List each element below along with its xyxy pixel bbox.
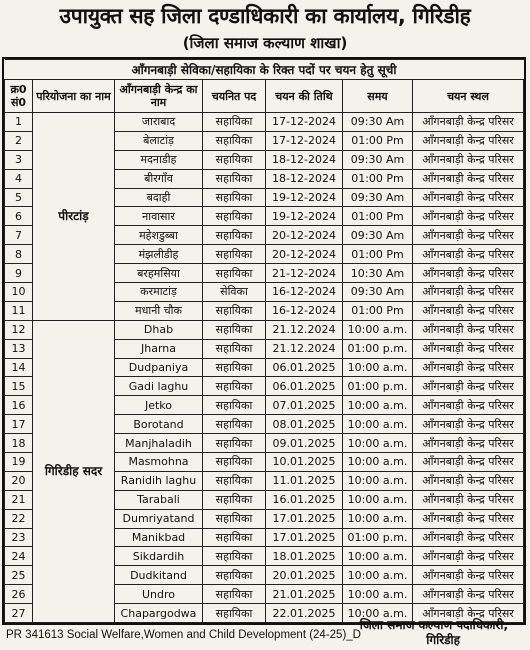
footer [0,585,530,650]
cell-centre: Sikdardih [115,547,203,566]
cell-date: 16-12-2024 [266,283,343,302]
cell-sno: 10 [5,283,33,302]
cell-centre: बरहमसिया [115,264,203,283]
cell-date: 21.12.2024 [266,339,343,358]
cell-date: 19-12-2024 [266,188,343,207]
cell-post: सहायिका [203,396,266,415]
header-time: समय [343,80,413,113]
cell-sno: 22 [5,509,33,528]
cell-post: सहायिका [203,226,266,245]
cell-post: सहायिका [203,131,266,150]
cell-venue: आँगनबाड़ी केन्द्र परिसर [413,509,524,528]
cell-centre: Tarabali [115,490,203,509]
cell-sno: 13 [5,339,33,358]
cell-centre: मधानी चौक [115,301,203,320]
table-row [5,113,524,132]
cell-sno: 4 [5,169,33,188]
cell-date: 10.01.2025 [266,453,343,472]
cell-post: सहायिका [203,188,266,207]
cell-time: 10:00 a.m. [343,396,413,415]
cell-venue: आँगनबाड़ी केन्द्र परिसर [413,528,524,547]
cell-date: 17.01.2025 [266,528,343,547]
cell-sno: 3 [5,150,33,169]
cell-venue: आँगनबाड़ी केन्द्र परिसर [413,434,524,453]
cell-venue: आँगनबाड़ी केन्द्र परिसर [413,169,524,188]
cell-sno: 23 [5,528,33,547]
cell-venue: आँगनबाड़ी केन्द्र परिसर [413,604,524,623]
cell-centre: Manjhaladih [115,434,203,453]
cell-post: सहायिका [203,377,266,396]
cell-centre: मदनाडीह [115,150,203,169]
cell-time: 10:00 a.m. [343,471,413,490]
cell-date: 11.01.2025 [266,471,343,490]
cell-centre: बीरगाँव [115,169,203,188]
cell-venue: आँगनबाड़ी केन्द्र परिसर [413,358,524,377]
cell-venue: आँगनबाड़ी केन्द्र परिसर [413,245,524,264]
cell-venue: आँगनबाड़ी केन्द्र परिसर [413,415,524,434]
cell-venue: आँगनबाड़ी केन्द्र परिसर [413,339,524,358]
cell-post: सहायिका [203,585,266,604]
cell-centre: करमाटांड़ [115,283,203,302]
cell-centre: Dhab [115,320,203,339]
cell-date: 18-12-2024 [266,150,343,169]
table-caption: आँगनबाड़ी सेविका/सहायिका के रिक्त पदों पर चयन हेतु सूची [5,60,524,80]
cell-centre: बेलाटांड़ [115,131,203,150]
cell-time: 10:00 a.m. [343,358,413,377]
cell-time: 09:30 Am [343,150,413,169]
cell-post: सहायिका [203,339,266,358]
header-sno: क्र0 सं0 [5,80,33,113]
cell-date: 21-12-2024 [266,264,343,283]
cell-time: 10:00 a.m. [343,434,413,453]
cell-time: 10:00 a.m. [343,509,413,528]
signature-place: गिरिडीह [426,633,460,647]
cell-venue: आँगनबाड़ी केन्द्र परिसर [413,283,524,302]
cell-date: 06.01.2025 [266,377,343,396]
cell-post: सहायिका [203,509,266,528]
cell-project: पीरटांड़ [33,113,115,321]
cell-date: 21.12.2024 [266,320,343,339]
header-post: चयनित पद [203,80,266,113]
cell-time: 10:00 a.m. [343,415,413,434]
cell-time: 01:00 p.m. [343,377,413,396]
cell-sno: 25 [5,566,33,585]
cell-sno: 7 [5,226,33,245]
cell-time: 10:00 a.m. [343,585,413,604]
cell-centre: Undro [115,585,203,604]
cell-post: सहायिका [203,245,266,264]
cell-time: 01:00 Pm [343,169,413,188]
cell-date: 17.01.2025 [266,509,343,528]
cell-date: 16-12-2024 [266,301,343,320]
cell-centre: Dudpaniya [115,358,203,377]
cell-venue: आँगनबाड़ी केन्द्र परिसर [413,566,524,585]
cell-time: 10:00 a.m. [343,490,413,509]
cell-centre: बदाही [115,188,203,207]
cell-date: 22.01.2025 [266,604,343,623]
cell-post: सहायिका [203,434,266,453]
cell-post: सहायिका [203,547,266,566]
cell-venue: आँगनबाड़ी केन्द्र परिसर [413,396,524,415]
cell-date: 19-12-2024 [266,207,343,226]
cell-sno: 20 [5,471,33,490]
cell-venue: आँगनबाड़ी केन्द्र परिसर [413,113,524,132]
cell-venue: आँगनबाड़ी केन्द्र परिसर [413,585,524,604]
cell-post: सहायिका [203,566,266,585]
header-venue: चयन स्थल [413,80,524,113]
cell-sno: 27 [5,604,33,623]
cell-time: 01:00 Pm [343,245,413,264]
cell-time: 01:00 p.m. [343,339,413,358]
cell-sno: 1 [5,113,33,132]
cell-centre: Jharna [115,339,203,358]
cell-venue: आँगनबाड़ी केन्द्र परिसर [413,471,524,490]
header-centre: आँगनबाड़ी केन्द्र का नाम [115,80,203,113]
cell-project: गिरिडीह सदर [33,320,115,622]
cell-sno: 2 [5,131,33,150]
cell-post: सहायिका [203,528,266,547]
cell-sno: 16 [5,396,33,415]
cell-sno: 21 [5,490,33,509]
office-title: उपायुक्त सह जिला दण्डाधिकारी का कार्यालय, गिरिडीह [59,4,471,28]
cell-centre: जाराबाद [115,113,203,132]
cell-post: सहायिका [203,358,266,377]
cell-centre: नावासार [115,207,203,226]
cell-venue: आँगनबाड़ी केन्द्र परिसर [413,490,524,509]
signature-designation: जिला समाज कल्याण पदाधिकारी, [359,618,508,632]
cell-sno: 11 [5,301,33,320]
cell-centre: Gadi laghu [115,377,203,396]
cell-centre: Manikbad [115,528,203,547]
cell-venue: आँगनबाड़ी केन्द्र परिसर [413,264,524,283]
cell-sno: 5 [5,188,33,207]
cell-date: 06.01.2025 [266,358,343,377]
cell-time: 01:00 p.m. [343,528,413,547]
cell-date: 20-12-2024 [266,245,343,264]
cell-post: सहायिका [203,264,266,283]
cell-date: 08.01.2025 [266,415,343,434]
cell-sno: 9 [5,264,33,283]
cell-date: 21.01.2025 [266,585,343,604]
cell-time: 09:30 Am [343,113,413,132]
cell-venue: आँगनबाड़ी केन्द्र परिसर [413,301,524,320]
cell-post: सहायिका [203,453,266,472]
cell-sno: 26 [5,585,33,604]
cell-date: 17-12-2024 [266,113,343,132]
cell-centre: Jetko [115,396,203,415]
cell-date: 09.01.2025 [266,434,343,453]
cell-time: 10:30 Am [343,264,413,283]
cell-sno: 8 [5,245,33,264]
cell-post: सहायिका [203,113,266,132]
cell-centre: Ranidih laghu [115,471,203,490]
cell-sno: 14 [5,358,33,377]
cell-time: 10:00 a.m. [343,320,413,339]
cell-time: 01:00 Pm [343,207,413,226]
cell-venue: आँगनबाड़ी केन्द्र परिसर [413,453,524,472]
cell-sno: 19 [5,453,33,472]
cell-time: 09:30 Am [343,226,413,245]
cell-sno: 18 [5,434,33,453]
cell-date: 16.01.2025 [266,490,343,509]
cell-venue: आँगनबाड़ी केन्द्र परिसर [413,320,524,339]
cell-post: सहायिका [203,320,266,339]
cell-venue: आँगनबाड़ी केन्द्र परिसर [413,188,524,207]
cell-venue: आँगनबाड़ी केन्द्र परिसर [413,150,524,169]
cell-date: 18.01.2025 [266,547,343,566]
cell-post: सहायिका [203,207,266,226]
cell-post: सेविका [203,283,266,302]
cell-centre: महेशडुब्बा [115,226,203,245]
cell-centre: Chapargodwa [115,604,203,623]
cell-time: 10:00 a.m. [343,453,413,472]
cell-time: 01:00 Pm [343,301,413,320]
table-row [5,320,524,339]
cell-time: 10:00 a.m. [343,604,413,623]
cell-venue: आँगनबाड़ी केन्द्र परिसर [413,131,524,150]
cell-sno: 24 [5,547,33,566]
cell-post: सहायिका [203,604,266,623]
pr-number: PR 341613 Social Welfare,Women and Child Development (24-25)_D [6,629,361,641]
cell-time: 09:30 Am [343,283,413,302]
cell-date: 07.01.2025 [266,396,343,415]
cell-post: सहायिका [203,150,266,169]
cell-time: 10:00 a.m. [343,566,413,585]
cell-post: सहायिका [203,169,266,188]
cell-post: सहायिका [203,415,266,434]
cell-centre: Dudkitand [115,566,203,585]
office-subtitle: (जिला समाज कल्याण शाखा) [182,34,348,52]
cell-sno: 15 [5,377,33,396]
cell-centre: Dumriyatand [115,509,203,528]
cell-time: 09:30 Am [343,188,413,207]
cell-venue: आँगनबाड़ी केन्द्र परिसर [413,226,524,245]
cell-sno: 17 [5,415,33,434]
cell-post: सहायिका [203,471,266,490]
cell-venue: आँगनबाड़ी केन्द्र परिसर [413,547,524,566]
cell-date: 20.01.2025 [266,566,343,585]
cell-venue: आँगनबाड़ी केन्द्र परिसर [413,377,524,396]
cell-venue: आँगनबाड़ी केन्द्र परिसर [413,207,524,226]
cell-date: 20-12-2024 [266,226,343,245]
cell-sno: 12 [5,320,33,339]
cell-time: 01:00 Pm [343,131,413,150]
cell-centre: मंझलीडीह [115,245,203,264]
cell-sno: 6 [5,207,33,226]
header-project: परियोजना का नाम [33,80,115,113]
cell-date: 17-12-2024 [266,131,343,150]
cell-date: 18-12-2024 [266,169,343,188]
selection-table [2,57,526,625]
cell-centre: Borotand [115,415,203,434]
cell-time: 10:00 a.m. [343,547,413,566]
cell-post: सहायिका [203,490,266,509]
cell-post: सहायिका [203,301,266,320]
header-date: चयन की तिथि [266,80,343,113]
cell-centre: Masmohna [115,453,203,472]
